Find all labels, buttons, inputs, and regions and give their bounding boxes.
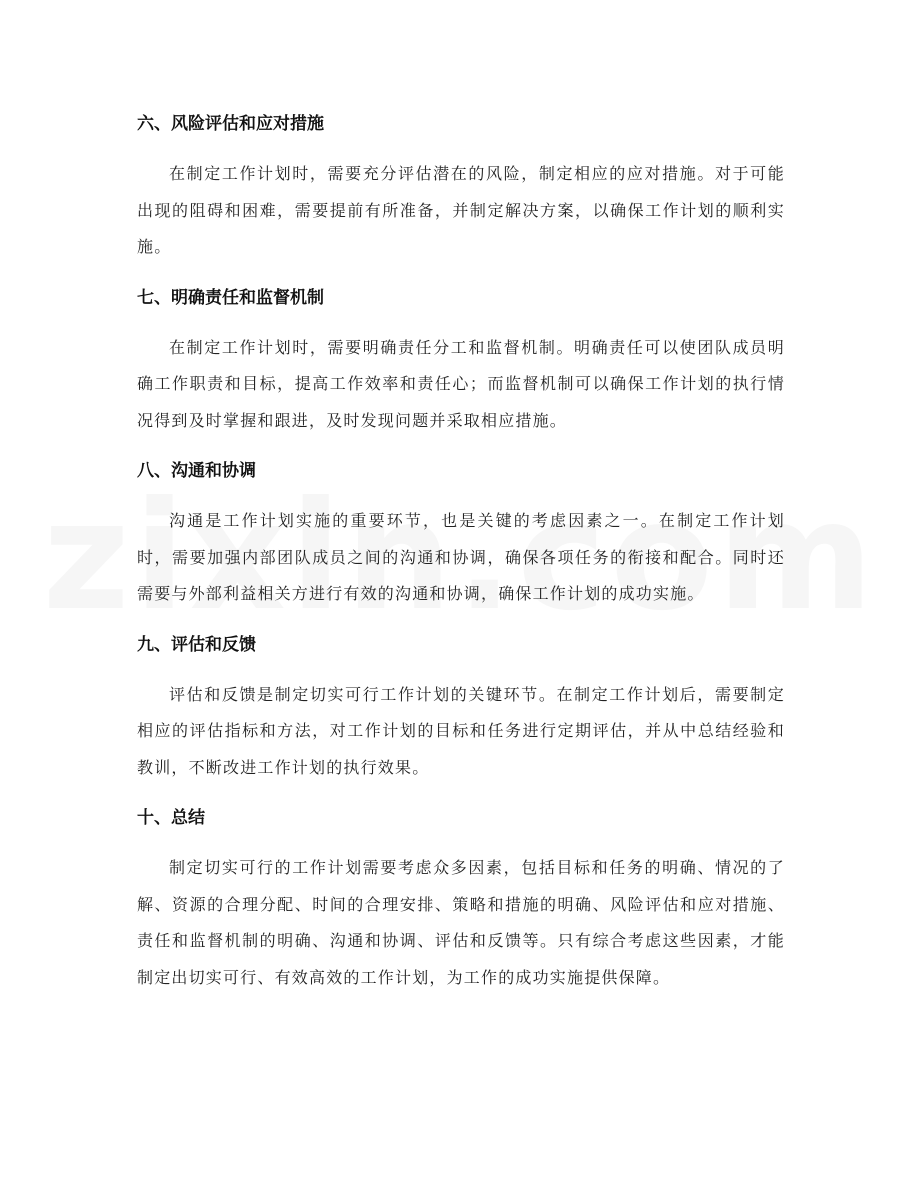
section-risk-assessment — [137, 106, 785, 266]
section-heading: 六、风险评估和应对措施 — [137, 114, 324, 134]
section-heading: 九、评估和反馈 — [137, 634, 256, 655]
section-evaluation-feedback — [137, 627, 785, 787]
section-paragraph: 在制定工作计划时，需要充分评估潜在的风险，制定相应的应对措施。对于可能出现的阻碍和困难，需要提前有所准备，并制定解决方案，以确保工作计划的顺利实施。 — [137, 164, 785, 256]
section-heading: 七、明确责任和监督机制 — [137, 287, 324, 308]
section-communication — [137, 453, 785, 613]
section-summary — [137, 800, 785, 996]
section-heading: 八、沟通和协调 — [137, 461, 256, 481]
section-paragraph: 制定切实可行的工作计划需要考虑众多因素，包括目标和任务的明确、情况的了解、资源的合理分配、时间的合理安排、策略和措施的明确、风险评估和应对措施、责任和监督机制的明确、沟通和协调、评估和反馈等。只有综合考虑这些因素，才能制定出切实可行、有效高效的工作计划，为工作的成功实施提供保障。 — [137, 858, 785, 987]
section-paragraph: 评估和反馈是制定切实可行工作计划的关键环节。在制定工作计划后，需要制定相应的评估指标和方法，对工作计划的目标和任务进行定期评估，并从中总结经验和教训，不断改进工作计划的执行效果。 — [137, 684, 785, 777]
section-paragraph: 沟通是工作计划实施的重要环节，也是关键的考虑因素之一。在制定工作计划时，需要加强内部团队成员之间的沟通和协调，确保各项任务的衔接和配合。同时还需要与外部利益相关方进行有效的沟通和协调，确保工作计划的成功实施。 — [137, 511, 785, 603]
document-body — [137, 106, 785, 1010]
section-paragraph: 在制定工作计划时，需要明确责任分工和监督机制。明确责任可以使团队成员明确工作职责和目标，提高工作效率和责任心；而监督机制可以确保工作计划的执行情况得到及时掌握和跟进，及时发现问题并采取相应措施。 — [137, 337, 785, 430]
section-heading: 十、总结 — [137, 808, 205, 828]
section-responsibility-supervision — [137, 280, 785, 440]
